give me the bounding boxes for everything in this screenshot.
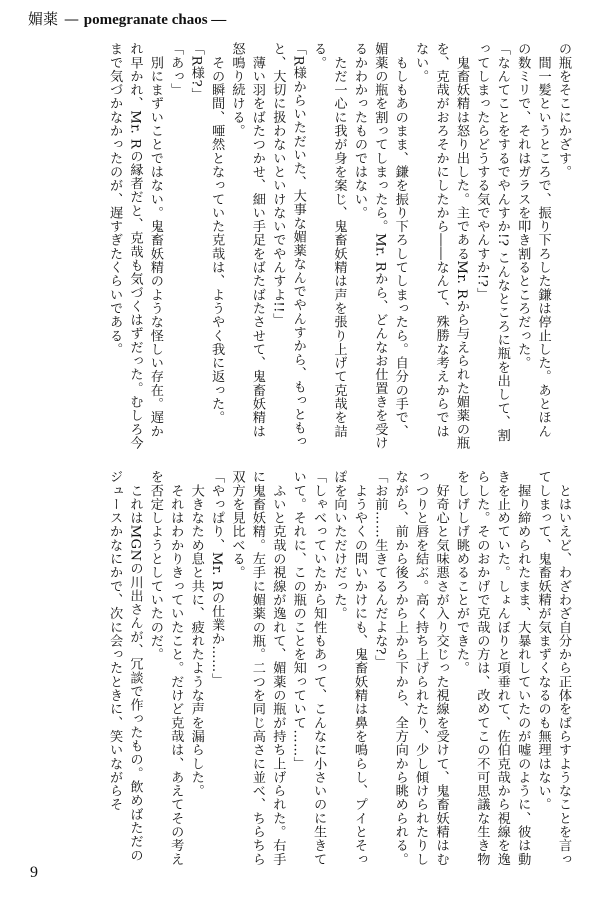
page-number: 9: [30, 864, 38, 881]
lower-text-block: とはいえど、わざわざ自分から正体をばらすようなことを言ってしまって、鬼畜妖精が気まずくなるのも無理はない。 握り締められたまま、大暴れしていたのが嘘のように、彼は動きを止めていた。しょんぼりと項垂れて、佐伯克哉から視線を逸らした。そのおかげで克哉の方は、改めてこの不可思議な生き物をしげしげ眺めることができた。 好奇心と気味悪さが入り交じった視線を受けて、鬼畜妖精はむっつりと唇を結ぶ。高く持ち上げられたり、少し傾けられたりしながら、前から後ろから上から下から、全方向から眺められる。 「お前……生きてるんだよな?」 ようやくの問いかけにも、鬼畜妖精は鼻を鳴らし、プイとそっぽを向いただけだった。 「しゃべっていたから知性もあって、こんなに小さいのに生きていて。それに、この瓶のことを知っていて……」 ふいと克哉の視線が逸れて、媚薬の瓶が持ち上げられた。右手に鬼畜妖精。左手に媚薬の瓶。二つを同じ高さに並べ、ちらちら双方を見比べる。 「やっぱり、Mr. Rの仕業か……」 大きなため息と共に、疲れたような声を漏らした。 それはわかりきっていたこと。だけど克哉は、あえてその考えを否定しようとしていたのだ。 これはMGNの川出さんが、冗談で作ったもの。飲めばただのジュースかなにかで、次に会ったときに、笑いながらそ: [107, 470, 571, 866]
book-subtitle: pomegranate chaos —: [83, 12, 227, 28]
book-title: 媚薬: [28, 10, 59, 28]
header-separator: —: [64, 10, 80, 28]
running-header: [28, 8, 226, 29]
upper-text-block: の瓶をそこにかざす。 間一髪というところで、振り下ろした鎌は停止した。あとほんの数ミリで、それはガラスを叩き割るところだった。 「なんてことをするでやんすか!? こんなところに瓶を出して、割ってしまったらどうする気でやんすか!?」 鬼畜妖精は怒り出した。主であるMr. Rから与えられた媚薬の瓶を、克哉がおろそかにしたから――なんて、殊勝な考えからではない。 もしもあのまま、鎌を振り下ろしてしまったら。自分の手で、媚薬の瓶を割ってしまったら。Mr. Rから、どんなお仕置きを受けるかわかったものではない。 ただ一心に我が身を案じ、鬼畜妖精は声を張り上げて克哉を詰る。 「R様からいただいた、大事な媚薬なんでやんすから、もっともっと、大切に扱わないといけないでやんすよ!!」 薄い羽をばたつかせ、細い手足をばたばたさせて、鬼畜妖精は怒鳴り続ける。 その瞬間、唖然となっていた克哉は、ようやく我に返った。 「R様?」 「あっ」 別にまずいことではない。鬼畜妖精のような怪しい存在。遅かれ早かれ、Mr. Rの縁者だと、克哉も気づくはずだった。むしろ今まで気づかなかったのが、遅すぎたくらいである。: [107, 42, 571, 450]
